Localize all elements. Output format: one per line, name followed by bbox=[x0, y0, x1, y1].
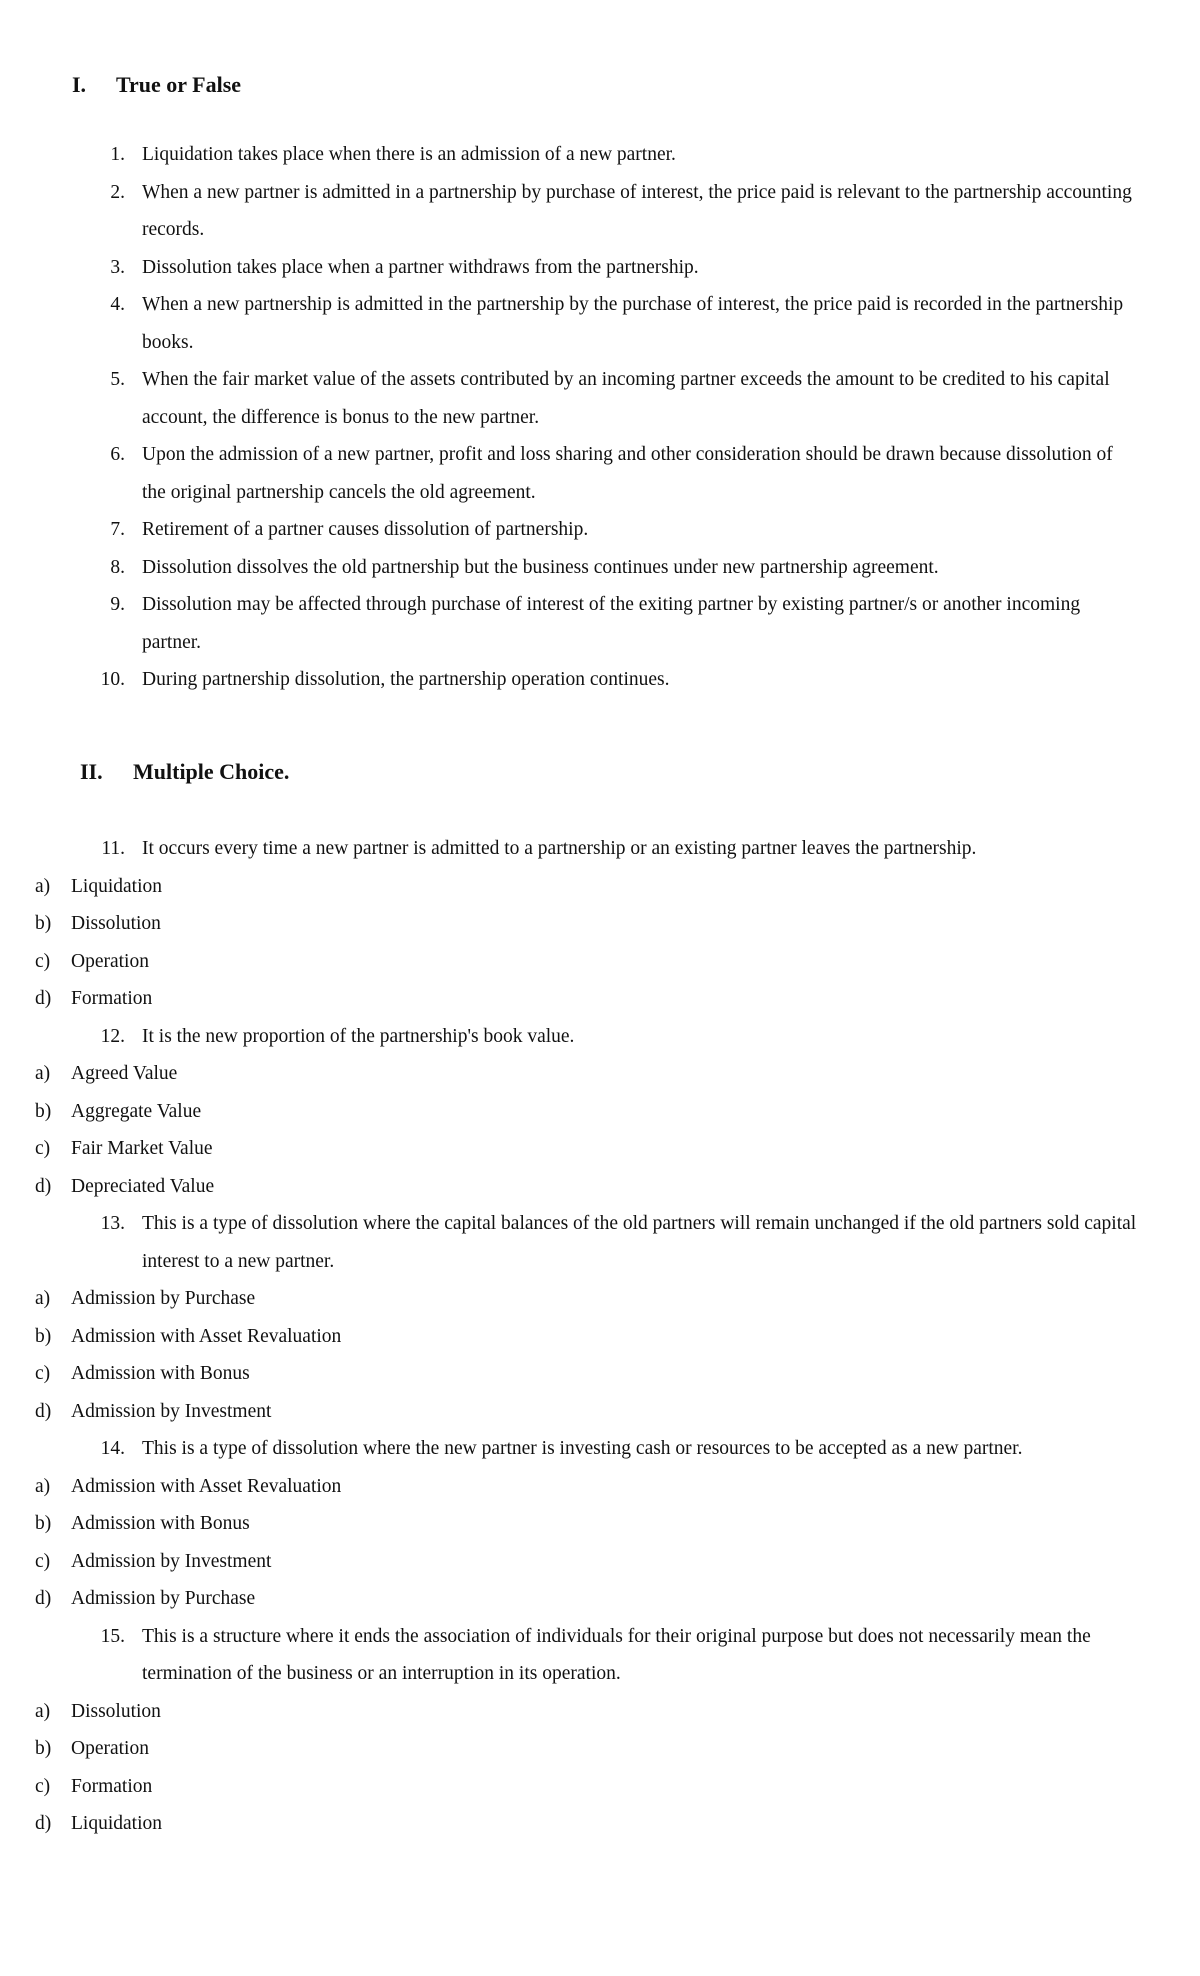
question-text: It occurs every time a new partner is admitted to a partnership or an existing partner leaves the partnership. bbox=[142, 838, 977, 859]
item-number: 10. bbox=[100, 669, 125, 690]
option-text: Operation bbox=[71, 950, 149, 972]
option bbox=[0, 1093, 1200, 1131]
item-text: When the fair market value of the assets contributed by an incoming partner exceeds the amount to be credited to his capital account, the difference is bonus to the new partner. bbox=[142, 369, 1110, 428]
question-text: This is a type of dissolution where the new partner is investing cash or resources to be accepted as a new partner. bbox=[142, 1438, 1023, 1459]
item-number: 5. bbox=[110, 369, 125, 390]
section-title-multiple-choice bbox=[80, 759, 289, 785]
item-text: Dissolution may be affected through purchase of interest of the exiting partner by existing partner/s or another incoming partner. bbox=[142, 594, 1081, 653]
option bbox=[0, 1580, 1200, 1618]
option-letter: d) bbox=[35, 1588, 52, 1609]
item-text: Dissolution dissolves the old partnership but the business continues under new partnership agreement. bbox=[142, 556, 939, 578]
option bbox=[0, 1693, 1200, 1731]
option-text: Aggregate Value bbox=[71, 1100, 202, 1122]
item-text: Retirement of a partner causes dissolution of partnership. bbox=[142, 519, 589, 540]
item-number: 13. bbox=[100, 1213, 125, 1234]
option-text: Admission with Asset Revaluation bbox=[71, 1475, 342, 1497]
item-number: 14. bbox=[100, 1438, 125, 1459]
item-text: Upon the admission of a new partner, profit and loss sharing and other consideration should be drawn because dissolution of the original partnership cancels the old agreement. bbox=[142, 444, 1113, 503]
option-letter: b) bbox=[35, 1325, 52, 1347]
option bbox=[0, 1805, 1200, 1843]
mc-question bbox=[0, 1430, 1200, 1618]
option-letter: c) bbox=[35, 1550, 51, 1572]
tf-item bbox=[0, 586, 1200, 661]
item-number: 3. bbox=[110, 256, 125, 278]
option-letter: d) bbox=[35, 1813, 52, 1834]
option bbox=[0, 1355, 1200, 1393]
option-text: Admission by Purchase bbox=[71, 1288, 256, 1309]
option bbox=[0, 943, 1200, 981]
section-title-text: True or False bbox=[116, 72, 242, 97]
question-text: It is the new proportion of the partnership's book value. bbox=[142, 1025, 575, 1047]
option-text: Liquidation bbox=[71, 1813, 162, 1834]
item-text: Liquidation takes place when there is an admission of a new partner. bbox=[142, 144, 676, 165]
option-text: Formation bbox=[71, 1775, 153, 1797]
option-letter: c) bbox=[35, 950, 51, 972]
tf-item bbox=[0, 436, 1200, 511]
option bbox=[0, 1543, 1200, 1581]
section-numeral: I. bbox=[72, 72, 87, 97]
item-text: During partnership dissolution, the partnership operation continues. bbox=[142, 669, 670, 690]
tf-item bbox=[0, 511, 1200, 549]
option bbox=[0, 1730, 1200, 1768]
option-letter: a) bbox=[35, 875, 51, 897]
tf-item bbox=[0, 286, 1200, 361]
item-number: 12. bbox=[100, 1025, 125, 1047]
mc-question bbox=[0, 1018, 1200, 1206]
option-text: Agreed Value bbox=[71, 1063, 178, 1084]
option-letter: a) bbox=[35, 1063, 51, 1084]
option-text: Depreciated Value bbox=[71, 1175, 215, 1197]
item-number: 9. bbox=[110, 594, 125, 615]
option bbox=[0, 905, 1200, 943]
option bbox=[0, 868, 1200, 906]
item-number: 6. bbox=[110, 444, 125, 465]
item-number: 11. bbox=[101, 838, 125, 859]
option-text: Fair Market Value bbox=[71, 1138, 213, 1159]
option-letter: b) bbox=[35, 913, 52, 934]
true-false-list bbox=[0, 136, 1200, 699]
option-letter: a) bbox=[35, 1288, 51, 1309]
question-stem bbox=[0, 1618, 1200, 1693]
option bbox=[0, 1130, 1200, 1168]
option-letter: d) bbox=[35, 1400, 52, 1422]
item-number: 1. bbox=[110, 144, 125, 165]
option-list bbox=[0, 868, 1200, 1018]
option-letter: c) bbox=[35, 1775, 51, 1797]
option bbox=[0, 1055, 1200, 1093]
option-list bbox=[0, 1468, 1200, 1618]
tf-item bbox=[0, 549, 1200, 587]
item-number: 2. bbox=[110, 181, 125, 203]
mc-question bbox=[0, 1205, 1200, 1430]
item-text: When a new partnership is admitted in the partnership by the purchase of interest, the price paid is recorded in the partnership books. bbox=[142, 294, 1124, 353]
question-stem bbox=[0, 830, 1200, 868]
option-text: Admission with Bonus bbox=[71, 1363, 250, 1384]
question-stem bbox=[0, 1018, 1200, 1056]
question-text: This is a structure where it ends the association of individuals for their original purpose but does not necessarily mean the termination of the business or an interruption in its operation. bbox=[142, 1625, 1091, 1684]
option bbox=[0, 1468, 1200, 1506]
mc-question bbox=[0, 1618, 1200, 1843]
option-letter: b) bbox=[35, 1513, 52, 1534]
option bbox=[0, 1768, 1200, 1806]
option-list bbox=[0, 1280, 1200, 1430]
tf-item bbox=[0, 361, 1200, 436]
item-text: When a new partner is admitted in a partnership by purchase of interest, the price paid is relevant to the partnership accounting records. bbox=[142, 181, 1132, 240]
option-letter: c) bbox=[35, 1138, 51, 1159]
option bbox=[0, 1393, 1200, 1431]
question-stem bbox=[0, 1205, 1200, 1280]
item-number: 8. bbox=[110, 556, 125, 578]
tf-item bbox=[0, 249, 1200, 287]
question-text: This is a type of dissolution where the capital balances of the old partners will remain unchanged if the old partners sold capital interest to a new partner. bbox=[142, 1213, 1137, 1272]
option-text: Liquidation bbox=[71, 875, 162, 897]
option bbox=[0, 1168, 1200, 1206]
option-text: Admission by Investment bbox=[71, 1550, 272, 1572]
option-letter: a) bbox=[35, 1475, 51, 1497]
option bbox=[0, 1505, 1200, 1543]
item-number: 15. bbox=[100, 1625, 125, 1647]
mc-question bbox=[0, 830, 1200, 1018]
option-text: Dissolution bbox=[71, 913, 161, 934]
option-text: Admission by Purchase bbox=[71, 1588, 256, 1609]
tf-item bbox=[0, 661, 1200, 699]
option-text: Admission with Asset Revaluation bbox=[71, 1325, 342, 1347]
item-number: 7. bbox=[110, 519, 125, 540]
option bbox=[0, 1280, 1200, 1318]
option bbox=[0, 980, 1200, 1018]
option-letter: b) bbox=[35, 1100, 52, 1122]
option-letter: c) bbox=[35, 1363, 51, 1384]
option-list bbox=[0, 1055, 1200, 1205]
option-letter: a) bbox=[35, 1700, 51, 1722]
option-letter: d) bbox=[35, 988, 52, 1009]
option-letter: d) bbox=[35, 1175, 52, 1197]
option-letter: b) bbox=[35, 1738, 52, 1759]
option-text: Admission with Bonus bbox=[71, 1513, 250, 1534]
option-text: Admission by Investment bbox=[71, 1400, 272, 1422]
section-numeral: II. bbox=[80, 759, 103, 784]
option bbox=[0, 1318, 1200, 1356]
item-text: Dissolution takes place when a partner withdraws from the partnership. bbox=[142, 256, 699, 278]
multiple-choice-list bbox=[0, 830, 1200, 1843]
option-list bbox=[0, 1693, 1200, 1843]
option-text: Dissolution bbox=[71, 1700, 161, 1722]
section-title-true-false bbox=[72, 72, 241, 98]
option-text: Operation bbox=[71, 1738, 149, 1759]
section-title-text: Multiple Choice. bbox=[133, 759, 290, 784]
item-number: 4. bbox=[110, 294, 125, 315]
question-stem bbox=[0, 1430, 1200, 1468]
tf-item bbox=[0, 136, 1200, 174]
tf-item bbox=[0, 174, 1200, 249]
option-text: Formation bbox=[71, 988, 153, 1009]
